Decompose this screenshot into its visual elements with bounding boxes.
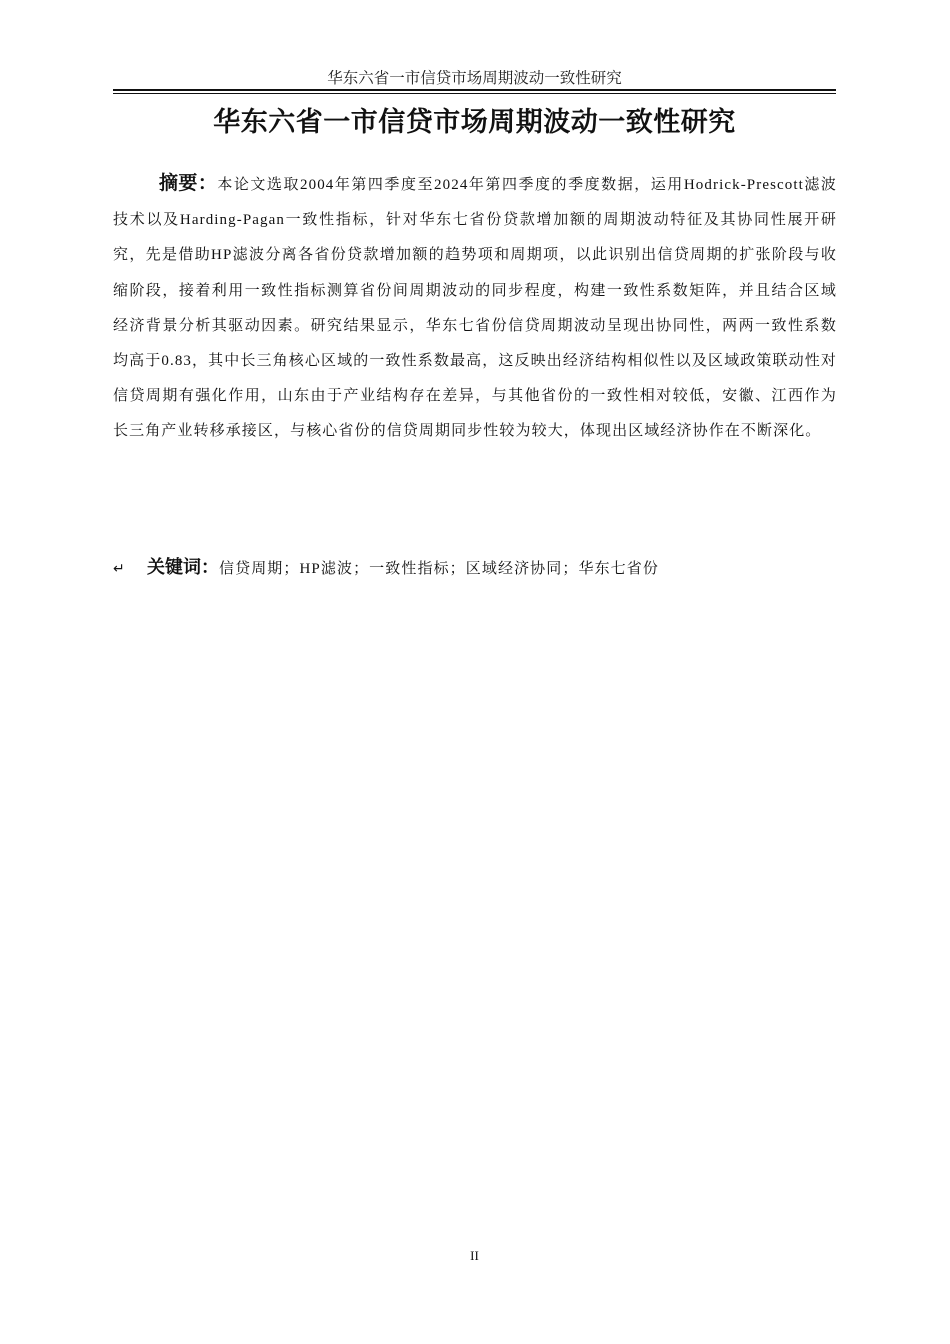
return-arrow-icon: ↵ bbox=[113, 561, 126, 577]
keywords-text: 信贷周期；HP滤波；一致性指标；区域经济协同；华东七省份 bbox=[219, 561, 659, 577]
keywords-line bbox=[113, 553, 837, 579]
paper-title: 华东六省一市信贷市场周期波动一致性研究 bbox=[213, 107, 736, 137]
abstract-text: 本论文选取2004年第四季度至2024年第四季度的季度数据，运用Hodrick-Prescott滤波技术以及Harding-Pagan一致性指标，针对华东七省份贷款增加额的周期波动特征及其协同性展开研究，先是借助HP滤波分离各省份贷款增加额的趋势项和周期项，以此识别出信贷周期的扩张阶段与收缩阶段，接着利用一致性指标测算省份间周期波动的同步程度，构建一致性系数矩阵，并且结合区域经济背景分析其驱动因素。研究结果显示，华东七省份信贷周期波动呈现出协同性，两两一致性系数均高于0.83，其中长三角核心区域的一致性系数最高，这反映出经济结构相似性以及区域政策联动性对信贷周期有强化作用，山东由于产业结构存在差异，与其他省份的一致性相对较低，安徽、江西作为长三角产业转移承接区，与核心省份的信贷周期同步性较为较大，体现出区域经济协作在不断深化。 bbox=[113, 177, 837, 440]
header-rule-thin bbox=[113, 93, 836, 94]
header-rule bbox=[113, 89, 836, 91]
page-number: II bbox=[470, 1248, 479, 1263]
abstract-paragraph bbox=[113, 166, 837, 450]
keywords-label: 关键词： bbox=[147, 557, 219, 577]
abstract-label: 摘要： bbox=[159, 173, 218, 194]
running-header: 华东六省一市信贷市场周期波动一致性研究 bbox=[327, 70, 622, 87]
